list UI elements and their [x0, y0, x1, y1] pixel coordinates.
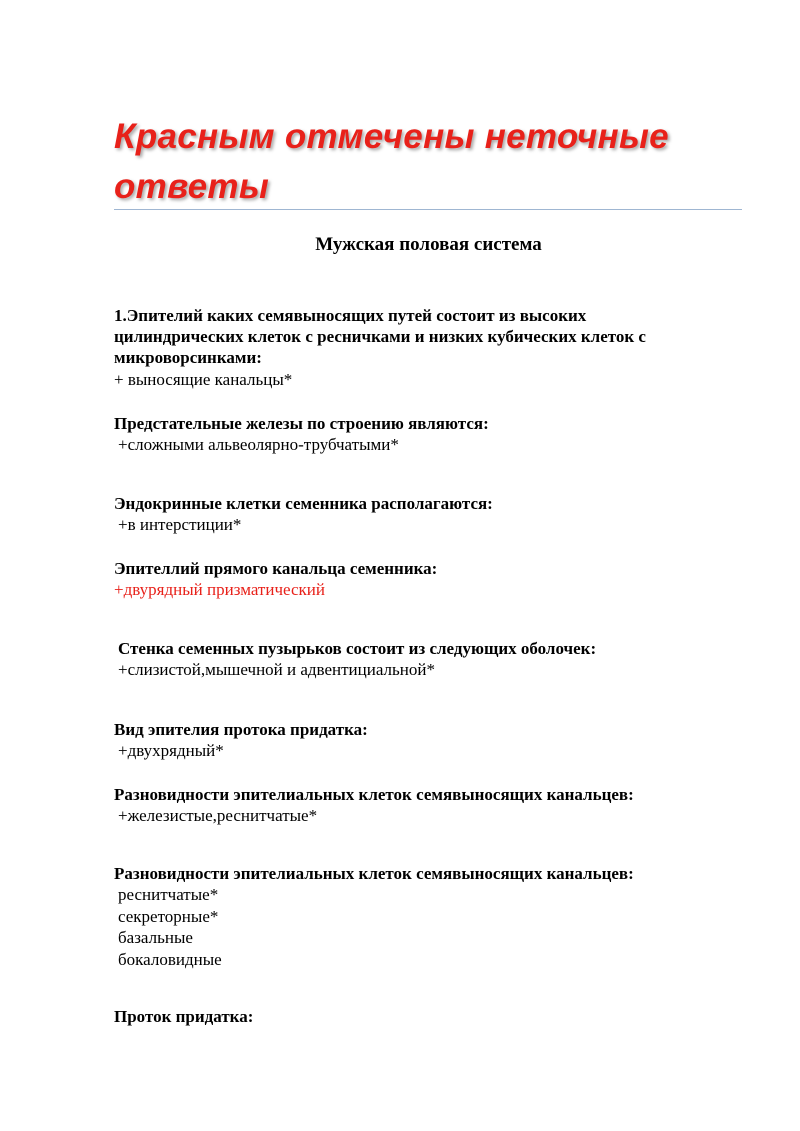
question-2: Предстательные железы по строению являются: — [114, 414, 489, 433]
question-8: Разновидности эпителиальных клеток семявыносящих канальцев: — [114, 864, 634, 883]
red-marks-heading — [114, 112, 754, 212]
answer-1: + выносящие канальцы* — [114, 370, 293, 389]
option-item: секреторные* — [118, 906, 219, 926]
question-1 — [114, 305, 734, 368]
option-item: базальные — [118, 928, 193, 947]
option-item: бокаловидные — [118, 949, 222, 969]
question-1-line-3: микроворсинками: — [114, 348, 262, 367]
heading-line-2: ответы — [114, 167, 270, 206]
question-1-line-2: цилиндрических клеток с ресничками и низких кубических клеток с — [114, 327, 646, 346]
document-title: Мужская половая система — [315, 234, 542, 255]
answer-5: +слизистой,мышечной и адвентициальной* — [118, 660, 435, 679]
question-3: Эндокринные клетки семенника располагаются: — [114, 494, 493, 513]
question-6: Вид эпителия протока придатка: — [114, 720, 368, 739]
answer-4-inaccurate: +двурядный призматический — [114, 580, 325, 599]
question-5: Стенка семенных пузырьков состоит из следующих оболочек: — [118, 639, 597, 658]
question-4: Эпителлий прямого канальца семенника: — [114, 559, 438, 578]
answer-8-options — [118, 884, 222, 970]
answer-7: +железистые,реснитчатые* — [118, 806, 318, 825]
answer-3: +в интерстиции* — [118, 515, 242, 534]
heading-line-1: Красным отмечены неточные — [114, 117, 669, 156]
answer-2: +сложными альвеолярно-трубчатыми* — [118, 435, 399, 454]
question-7: Разновидности эпителиальных клеток семявыносящих канальцев: — [114, 785, 634, 804]
question-9: Проток придатка: — [114, 1007, 254, 1026]
option-item: реснитчатые* — [118, 885, 219, 904]
question-1-line-1: 1.Эпителий каких семявыносящих путей состоит из высоких — [114, 306, 587, 325]
heading-divider — [114, 209, 742, 210]
answer-6: +двухрядный* — [118, 741, 224, 760]
